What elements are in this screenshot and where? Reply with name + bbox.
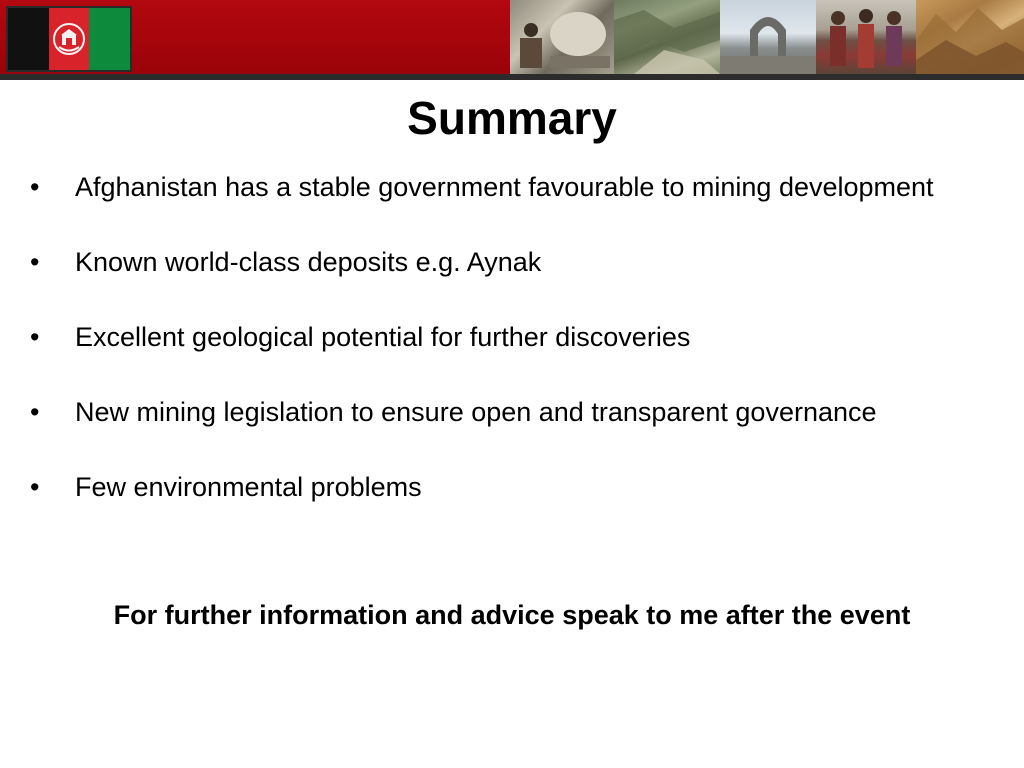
quarry-photo [510,0,614,74]
bullet-item [30,393,1010,431]
slide-title: Summary [407,92,617,144]
bullet-text: Known world-class deposits e.g. Aynak [75,247,542,277]
bullet-icon: • [30,397,40,427]
closing-note: For further information and advice speak to me after the event [113,600,911,630]
bullet-icon: • [30,172,40,202]
banner-divider [0,74,1024,80]
monument-photo [720,0,816,74]
mountains-photo [916,0,1024,74]
rock-photo [614,0,720,74]
header-photo-strip [510,0,1024,74]
people-photo [816,0,916,74]
bullet-list [30,168,1010,543]
bullet-item [30,318,1010,356]
flag-stripe-black [8,8,49,70]
bullet-text: Few environmental problems [75,472,422,502]
bullet-item [30,168,1010,206]
afghanistan-flag-icon [6,6,132,72]
header-banner [0,0,1024,80]
bullet-item [30,468,1010,506]
flag-stripe-green [89,8,130,70]
bullet-text: New mining legislation to ensure open and transparent governance [75,397,877,427]
bullet-icon: • [30,472,40,502]
bullet-icon: • [30,322,40,352]
national-emblem-icon [51,21,87,57]
bullet-icon: • [30,247,40,277]
bullet-text: Excellent geological potential for further discoveries [75,322,691,352]
bullet-text: Afghanistan has a stable government favourable to mining development [75,172,934,202]
bullet-item [30,243,1010,281]
flag-stripe-red [49,8,90,70]
